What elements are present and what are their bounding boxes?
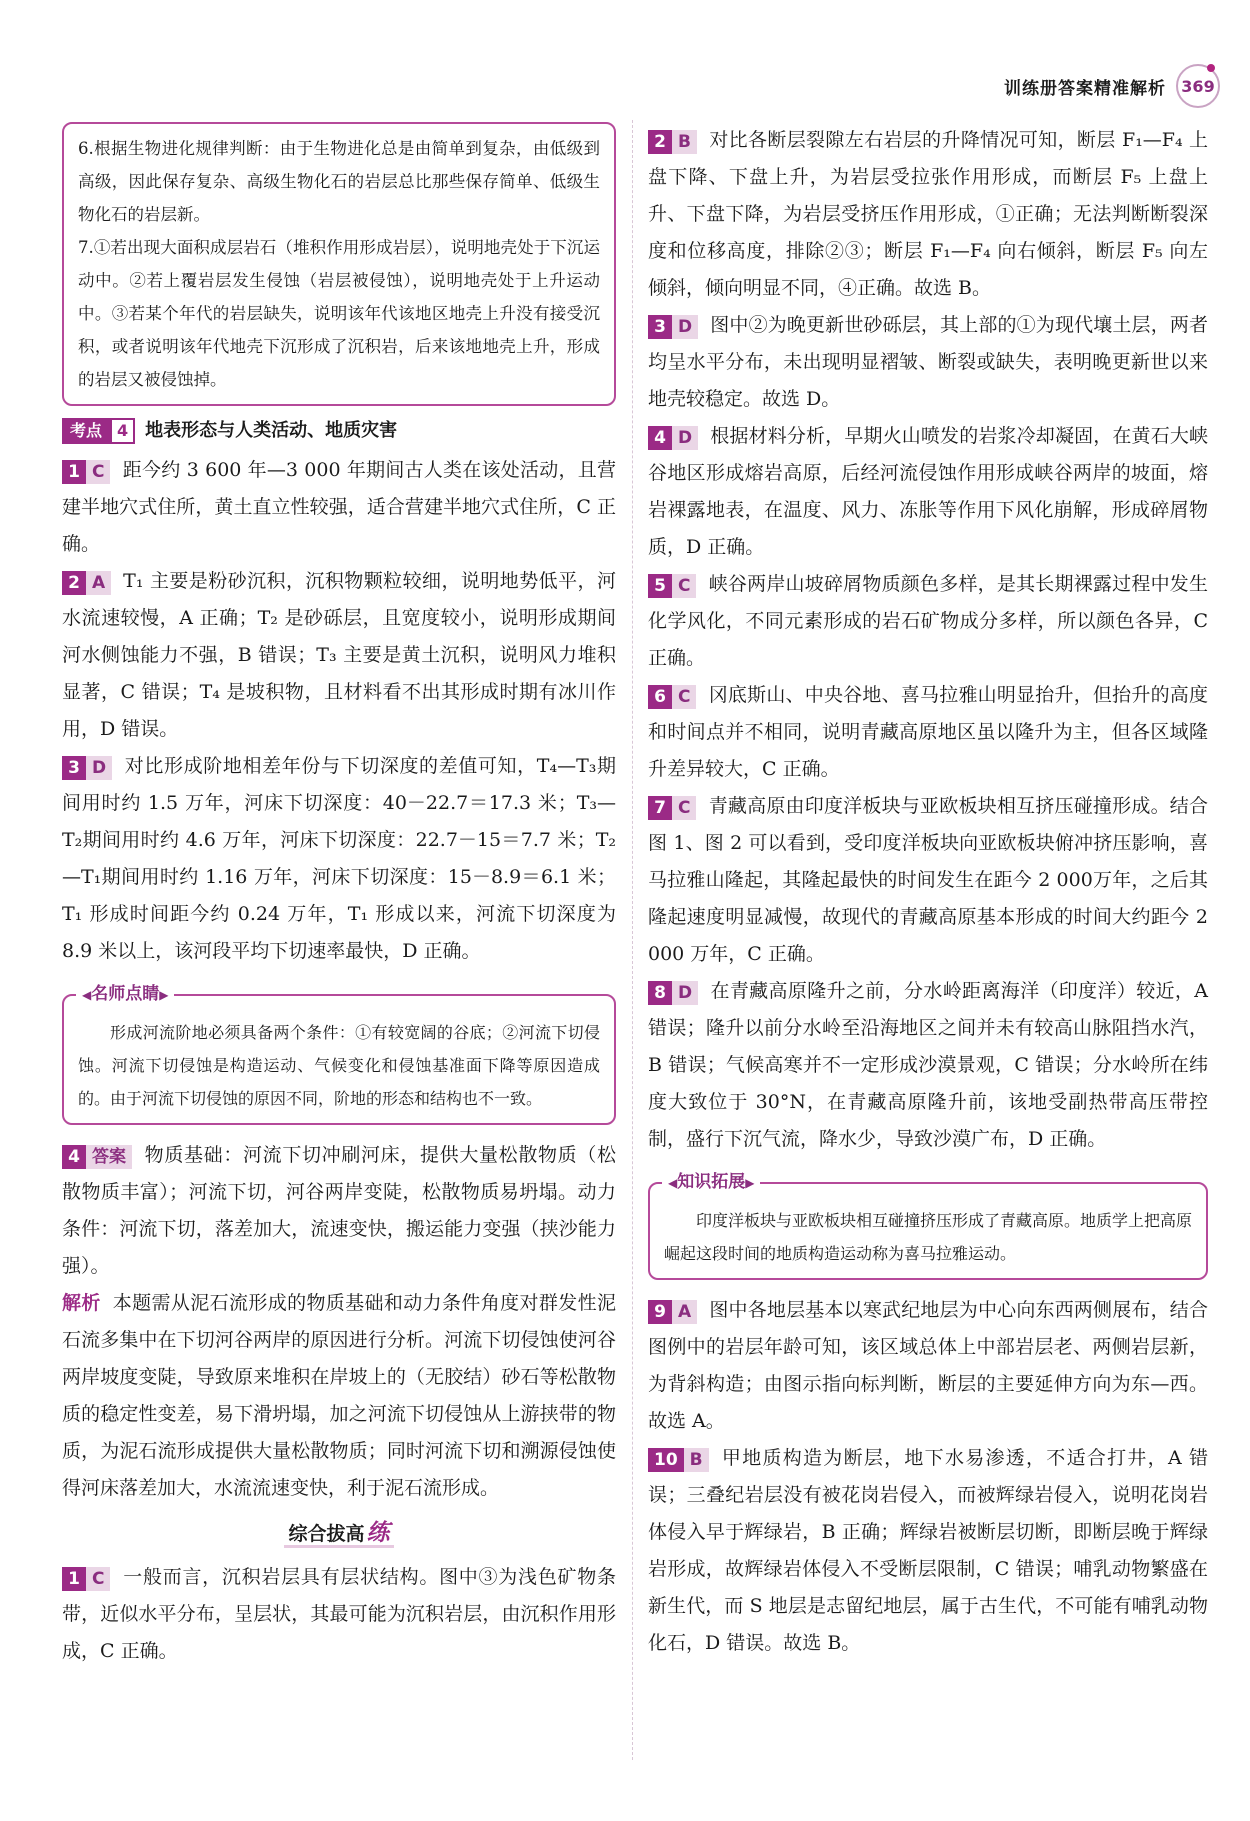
question-tag: 3 D [62,756,112,780]
answer-item: 2 A T₁ 主要是粉砂沉积，沉积物颗粒较细，说明地势低平，河水流速较慢，A 正确；T₂ 是砂砾层，且宽度较小，说明形成期间河水侧蚀能力不强，B 错误；T₃ 主要是黄土沉积，说明风力堆积显著，C 错误；T₄ 是坡积物，且材料看不出其形成时期有冰川作用，D 错误。 [62,570,616,740]
question-tag: 1 C [62,1567,110,1591]
answer-item: 3 D 图中②为晚更新世砂砾层，其上部的①为现代壤土层，两者均呈水平分布，未出现明显褶皱、断裂或缺失，表明晚更新世以来地壳较稳定。故选 D。 [648,314,1208,410]
question-tag: 1 C [62,460,110,484]
knowledge-text: 印度洋板块与亚欧板块相互碰撞挤压形成了青藏高原。地质学上把高原崛起这段时间的地质构造运动称为喜马拉雅运动。 [664,1211,1193,1263]
answer-item: 2 B 对比各断层裂隙左右岩层的升降情况可知，断层 F₁—F₄ 上盘下降、下盘上升，为岩层受拉张作用形成，而断层 F₅ 上盘上升、下盘下降，为岩层受挤压作用形成，①正确；无法判断断裂深度和位移高度，排除②③；断层 F₁—F₄ 向右倾斜，断层 F₅ 向左倾斜，倾向明显不同，④正确。故选 B。 [648,129,1208,299]
knowledge-label: ◀知识拓展▶ [662,1169,760,1196]
question-tag: 9 A [648,1300,697,1324]
question-tag: 6 C [648,685,696,709]
question-tag: 8 D [648,981,698,1005]
knowledge-box [648,1172,1208,1280]
tip-text: 形成河流阶地必须具备两个条件：①有较宽阔的谷底；②河流下切侵蚀。河流下切侵蚀是构造运动、气候变化和侵蚀基准面下降等原因造成的。由于河流下切侵蚀的原因不同，阶地的形态和结构也不一致。 [78,1023,600,1108]
answer-item: 4 答案 物质基础：河流下切冲刷河床，提供大量松散物质（松散物质丰富）；河流下切，河谷两岸变陡，松散物质易坍塌。动力条件：河流下切，落差加大，流速变快，搬运能力变强（挟沙能力强）。 [62,1144,616,1277]
column-divider [632,120,633,1760]
left-column [62,122,616,1670]
right-column [648,122,1208,1662]
question-tag: 4 答案 [62,1145,132,1169]
page-number: 369 [1176,64,1220,108]
question-tag: 2 B [648,130,697,154]
answer-item: 9 A 图中各地层基本以寒武纪地层为中心向东西两侧展布，结合图例中的岩层年龄可知，该区域总体上中部岩层老、两侧岩层新，为背斜构造；由图示指向标判断，断层的主要延伸方向为东—西。故选 A。 [648,1299,1208,1432]
summary-item-6: 6.根据生物进化规律判断：由于生物进化总是由简单到复杂，由低级到高级，因此保存复杂、高级生物化石的岩层总比那些保存简单、低级生物化石的岩层新。 [78,139,600,224]
answer-item: 1 C 一般而言，沉积岩层具有层状结构。图中③为浅色矿物条带，近似水平分布，呈层状，其最可能为沉积岩层，由沉积作用形成，C 正确。 [62,1566,616,1662]
answer-item: 4 D 根据材料分析，早期火山喷发的岩浆冷却凝固，在黄石大峡谷地区形成熔岩高原，后经河流侵蚀作用形成峡谷两岸的坡面，熔岩裸露地表，在温度、风力、冻胀等作用下风化崩解，形成碎屑物质，D 正确。 [648,425,1208,558]
section-tag: 考点 [62,418,110,444]
section-title: 地表形态与人类活动、地质灾害 [145,420,398,441]
answer-item: 5 C 峡谷两岸山坡碎屑物质颜色多样，是其长期裸露过程中发生化学风化，不同元素形成的岩石矿物成分多样，所以颜色各异，C 正确。 [648,573,1208,669]
answer-item: 8 D 在青藏高原隆升之前，分水岭距离海洋（印度洋）较近，A 错误；隆升以前分水岭至沿海地区之间并未有较高山脉阻挡水汽，B 错误；气候高寒并不一定形成沙漠景观，C 错误；分水岭所在纬度大致位于 30°N，在青藏高原隆升前，该地受副热带高压带控制，盛行下沉气流，降水少，导致沙漠广布，D 正确。 [648,980,1208,1150]
summary-box [62,122,616,406]
section-heading [62,416,616,446]
section-number: 4 [110,418,135,444]
question-tag: 5 C [648,574,696,598]
answer-item: 10 B 甲地质构造为断层，地下水易渗透，不适合打井，A 错误；三叠纪岩层没有被花岗岩侵入，而被辉绿岩侵入，说明花岗岩体侵入早于辉绿岩，B 正确；辉绿岩被断层切断，即断层晚于辉绿岩形成，故辉绿岩体侵入不受断层限制，C 错误；哺乳动物繁盛在新生代，而 S 地层是志留纪地层，属于古生代，不可能有哺乳动物化石，D 错误。故选 B。 [648,1447,1208,1654]
question-tag: 2 A [62,571,111,595]
summary-item-7: 7.①若出现大面积成层岩石（堆积作用形成岩层），说明地壳处于下沉运动中。②若上覆岩层发生侵蚀（岩层被侵蚀），说明地壳处于上升运动中。③若某个年代的岩层缺失，说明该年代该地区地壳上升没有接受沉积，或者说明该年代地壳下沉形成了沉积岩，后来该地地壳上升，形成的岩层又被侵蚀掉。 [78,238,600,389]
analysis-paragraph: 解析 本题需从泥石流形成的物质基础和动力条件角度对群发性泥石流多集中在下切河谷两岸的原因进行分析。河流下切侵蚀使河谷两岸坡度变陡，导致原来堆积在岸坡上的（无胶结）砂石等松散物质的稳定性变差，易下滑坍塌，加之河流下切侵蚀从上游挟带的物质，为泥石流形成提供大量松散物质；同时河流下切和溯源侵蚀使得河床落差加大，水流流速变快，利于泥石流形成。 [62,1292,616,1499]
answer-item: 3 D 对比形成阶地相差年份与下切深度的差值可知，T₄—T₃期间用时约 1.5 万年，河床下切深度：40－22.7＝17.3 米；T₃—T₂期间用时约 4.6 万年，河床下切深度：22.7－15＝7.7 米；T₂—T₁期间用时约 1.16 万年，河床下切深度：15－8.9＝6.1 米；T₁ 形成时间距今约 0.24 万年，T₁ 形成以来，河流下切深度为 8.9 米以上，该河段平均下切速率最快，D 正确。 [62,755,616,962]
question-tag: 3 D [648,315,698,339]
tip-label: ◀名师点睛▶ [76,981,174,1008]
subsection-title: 综合拔高练 [62,1515,616,1553]
analysis-label: 解析 [62,1292,101,1314]
tip-box [62,984,616,1125]
question-tag: 4 D [648,426,698,450]
question-tag: 7 C [648,796,696,820]
header-title: 训练册答案精准解析 [1004,79,1166,99]
question-tag: 10 B [648,1448,709,1472]
answer-item: 1 C 距今约 3 600 年—3 000 年期间古人类在该处活动，且营建半地穴式住所，黄土直立性较强，适合营建半地穴式住所，C 正确。 [62,459,616,555]
answer-item: 6 C 冈底斯山、中央谷地、喜马拉雅山明显抬升，但抬升的高度和时间点并不相同，说明青藏高原地区虽以隆升为主，但各区域隆升差异较大，C 正确。 [648,684,1208,780]
answer-item: 7 C 青藏高原由印度洋板块与亚欧板块相互挤压碰撞形成。结合图 1、图 2 可以看到，受印度洋板块向亚欧板块俯冲挤压影响，喜马拉雅山隆起，其隆起最快的时间发生在距今 2 000万年，之后其隆起速度明显减慢，故现代的青藏高原基本形成的时间大约距今 2 000 万年，C 正确。 [648,795,1208,965]
